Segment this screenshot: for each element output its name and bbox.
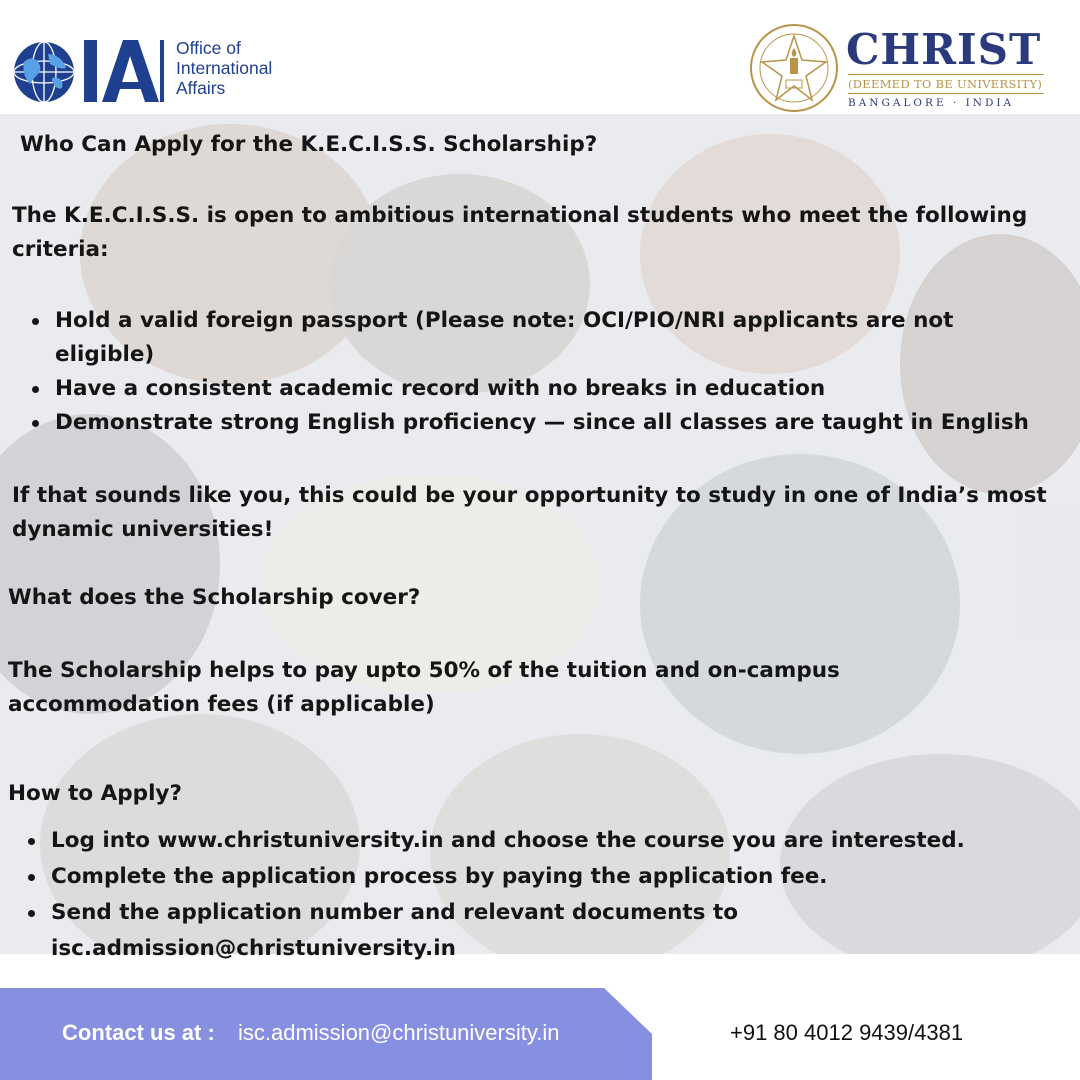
section-heading-apply: How to Apply? [8, 781, 182, 806]
christ-name: CHRIST [846, 25, 1042, 74]
eligibility-intro: The K.E.C.I.S.S. is open to ambitious international students who meet the following criteria: [12, 203, 1028, 262]
criteria-item [0, 304, 1080, 338]
oia-line-2: International [176, 58, 273, 78]
eligibility-closing: If that sounds like you, this could be your opportunity to study in one of India’s most dynamic universities! [12, 483, 1047, 542]
christ-divider [848, 74, 1044, 75]
criteria-list [0, 304, 1080, 440]
bullet-icon [28, 838, 35, 845]
christ-university-logo [748, 22, 1053, 114]
step-item [0, 824, 1080, 860]
main-content [0, 114, 1080, 984]
oia-line-1: Office of [176, 38, 241, 58]
step-item [0, 860, 1080, 896]
christ-city: BANGALORE · INDIA [848, 97, 1015, 109]
header [0, 0, 1080, 114]
globe-icon [12, 40, 76, 104]
ia-logo-mark [82, 38, 168, 104]
bullet-icon [28, 910, 35, 917]
section-heading-eligibility: Who Can Apply for the K.E.C.I.S.S. Scholarship? [20, 132, 598, 157]
step-item-continued [0, 932, 1080, 968]
step-item [0, 896, 1080, 932]
criteria-text: Hold a valid foreign passport (Please note: OCI/PIO/NRI applicants are not [55, 308, 954, 333]
contact-email-link[interactable]: isc.admission@christuniversity.in [238, 1020, 560, 1045]
university-crest-icon [748, 22, 840, 114]
oia-title [176, 38, 272, 98]
step-email: isc.admission@christuniversity.in [51, 936, 456, 961]
criteria-item [0, 372, 1080, 406]
step-text: Log into www.christuniversity.in and choose the course you are interested. [51, 828, 965, 853]
criteria-item-continued [0, 338, 1080, 372]
christ-subtitle: (DEEMED TO BE UNIVERSITY) [848, 77, 1043, 91]
oia-logo [12, 38, 287, 104]
contact-label: Contact us at : [62, 1020, 215, 1045]
step-text: Send the application number and relevant documents to [51, 900, 738, 925]
oia-line-3: Affairs [176, 78, 226, 98]
christ-divider-2 [848, 93, 1044, 94]
coverage-text: The Scholarship helps to pay upto 50% of the tuition and on-campus accommodation fees (if applicable) [8, 658, 840, 717]
bullet-icon [32, 386, 39, 393]
step-text: Complete the application process by paying the application fee. [51, 864, 828, 889]
criteria-text: Have a consistent academic record with no breaks in education [55, 376, 826, 401]
bullet-icon [32, 420, 39, 427]
contact-phone[interactable]: +91 80 4012 9439/4381 [730, 1020, 964, 1045]
bullet-icon [32, 318, 39, 325]
criteria-text: eligible) [55, 342, 155, 367]
criteria-text: Demonstrate strong English proficiency — since all classes are taught in English [55, 410, 1029, 435]
footer [0, 988, 1080, 1080]
section-heading-coverage: What does the Scholarship cover? [8, 585, 421, 610]
criteria-item [0, 406, 1080, 440]
bullet-icon [28, 874, 35, 881]
apply-steps-list [0, 824, 1080, 968]
